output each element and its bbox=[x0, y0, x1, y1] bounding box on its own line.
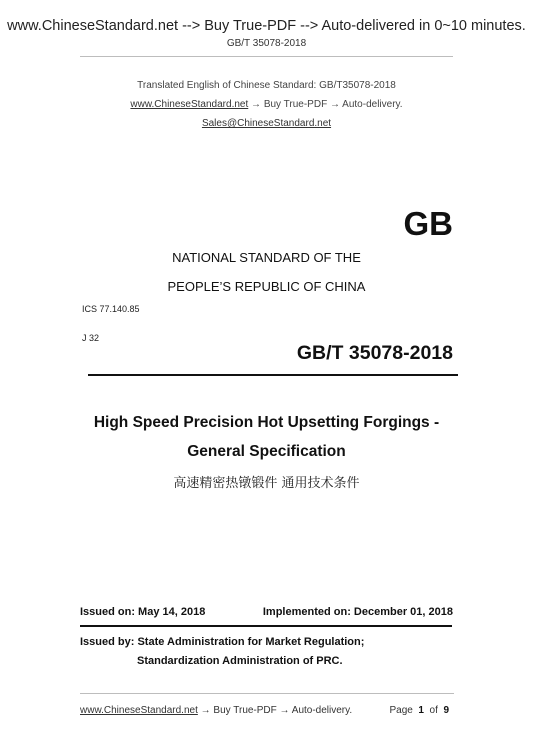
footer-buy-text: → Buy True-PDF → Auto-delivery. bbox=[197, 705, 353, 716]
footer-divider bbox=[80, 693, 454, 694]
header-doc-id: GB/T 35078-2018 bbox=[226, 38, 307, 49]
national-standard-line2: PEOPLE’S REPUBLIC OF CHINA bbox=[167, 279, 366, 294]
translation-note: Translated English of Chinese Standard: GB/T35078-2018 bbox=[137, 80, 396, 91]
implemented-on-date: Implemented on: December 01, 2018 bbox=[262, 606, 453, 618]
ccs-code: J 32 bbox=[82, 333, 100, 343]
buy-line-text: → Buy True-PDF → Auto-delivery. bbox=[248, 99, 403, 110]
footer-site-link[interactable]: www.ChineseStandard.net bbox=[80, 705, 198, 716]
ics-code: ICS 77.140.85 bbox=[82, 304, 140, 314]
page-total: 9 bbox=[443, 705, 449, 716]
page-indicator bbox=[389, 705, 449, 716]
title-divider bbox=[88, 374, 458, 376]
title-chinese: 高速精密热镦锻件 通用技术条件 bbox=[173, 476, 360, 491]
footer-buy-line bbox=[80, 705, 352, 716]
page-current: 1 bbox=[418, 705, 424, 716]
buy-line bbox=[0, 99, 533, 110]
dates-divider bbox=[80, 625, 452, 627]
standard-number: GB/T 35078-2018 bbox=[296, 342, 453, 364]
issued-on-date: Issued on: May 14, 2018 bbox=[80, 606, 206, 618]
email-line bbox=[0, 118, 533, 129]
gb-mark: GB bbox=[403, 205, 453, 242]
page-label: Page bbox=[389, 705, 413, 716]
issued-by-line2: Standardization Administration of PRC. bbox=[137, 655, 343, 667]
header-divider bbox=[80, 56, 453, 57]
header-banner: www.ChineseStandard.net --> Buy True-PDF --> Auto-delivered in 0~10 minutes. bbox=[7, 18, 526, 34]
issued-by-line1: Issued by: State Administration for Market Regulation; bbox=[80, 636, 365, 648]
email-link[interactable]: Sales@ChineseStandard.net bbox=[201, 118, 332, 129]
title-english-line1: High Speed Precision Hot Upsetting Forgings - bbox=[93, 414, 440, 431]
title-english-line2: General Specification bbox=[187, 443, 346, 460]
site-link[interactable]: www.ChineseStandard.net bbox=[130, 99, 249, 110]
page-of: of bbox=[429, 705, 438, 716]
national-standard-line1: NATIONAL STANDARD OF THE bbox=[172, 250, 361, 265]
